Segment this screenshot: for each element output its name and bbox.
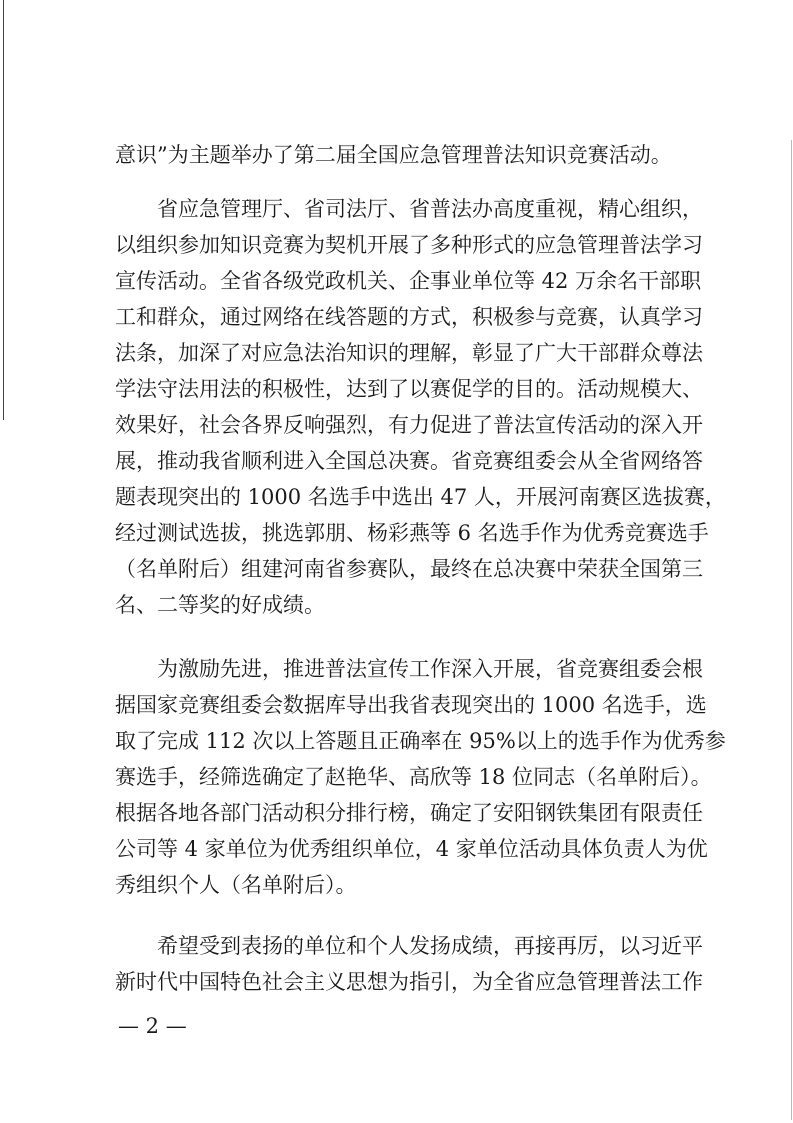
text-line: 工和群众，通过网络在线答题的方式，积极参与竞赛，认真学习 [115,305,703,329]
scan-border-right [791,140,792,1120]
text-line: 宣传活动。全省各级党政机关、企事业单位等 42 万余名干部职 [115,269,702,293]
paragraph-start-line: 为激励先进，推进普法宣传工作深入开展，省竞赛组委会根 [157,657,703,681]
text-line: 秀组织个人（名单附后）。 [115,873,357,897]
scan-border-left [3,0,4,420]
text-line: 赛选手，经筛选确定了赵艳华、高欣等 18 位同志（名单附后）。 [115,765,712,789]
text-line: 公司等 4 家单位为优秀组织单位，4 家单位活动具体负责人为优 [115,837,708,861]
text-line: 根据各地各部门活动积分排行榜，确定了安阳钢铁集团有限责任 [115,801,703,825]
text-line: 经过测试选拔，挑选郭朋、杨彩燕等 6 名选手作为优秀竞赛选手 [115,521,709,545]
text-line: 展，推动我省顺利进入全国总决赛。省竞赛组委会从全省网络答 [115,449,703,473]
paragraph-start-line: 省应急管理厅、省司法厅、省普法办高度重视，精心组织， [157,197,703,221]
text-line: 取了完成 112 次以上答题且正确率在 95%以上的选手作为优秀参 [115,729,726,753]
text-line: 学法守法用法的积极性，达到了以赛促学的目的。活动规模大、 [115,377,703,401]
text-line: 新时代中国特色社会主义思想为指引，为全省应急管理普法工作 [115,970,703,994]
text-line: （名单附后）组建河南省参赛队，最终在总决赛中荣获全国第三 [115,557,703,581]
text-line: 法条，加深了对应急法治知识的理解，彰显了广大干部群众尊法 [115,341,703,365]
text-line: 名、二等奖的好成绩。 [115,593,325,617]
text-line: 意识”为主题举办了第二届全国应急管理普法知识竞赛活动。 [115,143,672,167]
text-line: 据国家竞赛组委会数据库导出我省表现突出的 1000 名选手，选 [115,693,707,717]
text-line: 题表现突出的 1000 名选手中选出 47 人，开展河南赛区选拔赛， [115,485,726,509]
page-number: — 2 — [118,1014,187,1038]
text-line: 效果好，社会各界反响强烈，有力促进了普法宣传活动的深入开 [115,413,703,437]
paragraph-start-line: 希望受到表扬的单位和个人发扬成绩，再接再厉，以习近平 [157,934,703,958]
text-line: 以组织参加知识竞赛为契机开展了多种形式的应急管理普法学习 [115,233,703,257]
